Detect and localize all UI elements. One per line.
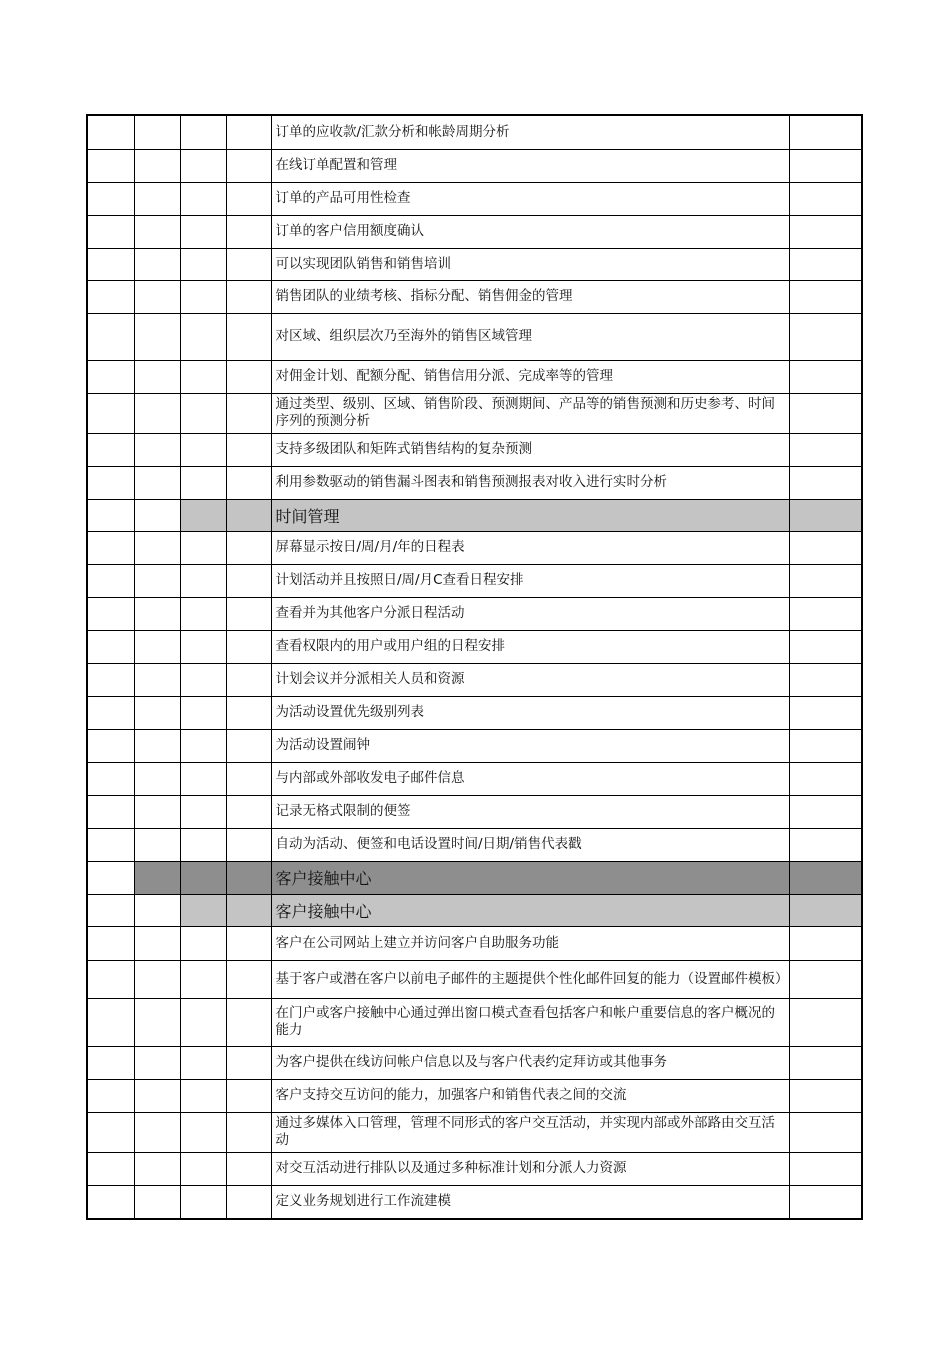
table-cell	[789, 1152, 862, 1185]
table-cell	[789, 894, 862, 926]
table-cell	[180, 1079, 226, 1112]
table-cell	[180, 564, 226, 597]
table-row	[87, 926, 862, 960]
table-cell	[87, 466, 134, 499]
table-cell	[789, 828, 862, 861]
requirements-table	[86, 114, 863, 1220]
table-cell	[87, 1079, 134, 1112]
table-row	[87, 1046, 862, 1079]
table-cell	[180, 630, 226, 663]
table-cell	[180, 499, 226, 531]
table-cell	[226, 894, 271, 926]
requirement-text: 为活动设置优先级别列表	[271, 696, 789, 729]
table-cell	[87, 115, 134, 149]
table-cell	[134, 1112, 180, 1152]
table-cell	[134, 433, 180, 466]
table-cell	[789, 861, 862, 894]
table-cell	[134, 466, 180, 499]
table-cell	[180, 861, 226, 894]
table-cell	[134, 894, 180, 926]
table-cell	[180, 960, 226, 998]
table-cell	[87, 795, 134, 828]
table-row	[87, 795, 862, 828]
table-row	[87, 998, 862, 1046]
table-cell	[226, 433, 271, 466]
table-cell	[789, 564, 862, 597]
table-cell	[180, 998, 226, 1046]
table-cell	[226, 360, 271, 393]
table-cell	[180, 182, 226, 215]
table-cell	[87, 828, 134, 861]
table-cell	[226, 499, 271, 531]
table-cell	[180, 313, 226, 360]
table-cell	[87, 280, 134, 313]
table-cell	[87, 215, 134, 248]
table-cell	[789, 729, 862, 762]
table-cell	[226, 115, 271, 149]
table-row	[87, 564, 862, 597]
table-cell	[180, 280, 226, 313]
table-cell	[226, 861, 271, 894]
table-cell	[789, 696, 862, 729]
table-cell	[180, 1046, 226, 1079]
section-row	[87, 861, 862, 894]
table-cell	[87, 531, 134, 564]
table-cell	[134, 531, 180, 564]
table-cell	[134, 1046, 180, 1079]
table-cell	[180, 1185, 226, 1219]
table-cell	[226, 393, 271, 433]
requirement-text: 记录无格式限制的便签	[271, 795, 789, 828]
table-row	[87, 313, 862, 360]
table-cell	[180, 795, 226, 828]
requirement-text: 对交互活动进行排队以及通过多种标准计划和分派人力资源	[271, 1152, 789, 1185]
table-row	[87, 630, 862, 663]
table-cell	[226, 998, 271, 1046]
table-cell	[789, 149, 862, 182]
table-cell	[134, 1152, 180, 1185]
table-row	[87, 597, 862, 630]
requirement-text: 计划会议并分派相关人员和资源	[271, 663, 789, 696]
table-cell	[789, 360, 862, 393]
table-cell	[87, 663, 134, 696]
requirement-text: 计划活动并且按照日/周/月C查看日程安排	[271, 564, 789, 597]
table-cell	[789, 433, 862, 466]
table-cell	[87, 360, 134, 393]
table-cell	[180, 248, 226, 280]
table-cell	[180, 597, 226, 630]
table-cell	[789, 630, 862, 663]
table-cell	[134, 762, 180, 795]
table-cell	[226, 1185, 271, 1219]
table-cell	[226, 762, 271, 795]
table-row	[87, 762, 862, 795]
table-row	[87, 1185, 862, 1219]
section-row	[87, 894, 862, 926]
table-cell	[87, 564, 134, 597]
requirement-text: 屏幕显示按日/周/月/年的日程表	[271, 531, 789, 564]
table-cell	[180, 531, 226, 564]
table-cell	[226, 149, 271, 182]
table-cell	[226, 531, 271, 564]
table-cell	[134, 663, 180, 696]
table-row	[87, 360, 862, 393]
table-cell	[134, 926, 180, 960]
requirement-text: 为活动设置闹钟	[271, 729, 789, 762]
table-row	[87, 149, 862, 182]
requirement-text: 在线订单配置和管理	[271, 149, 789, 182]
table-cell	[87, 762, 134, 795]
table-cell	[87, 1152, 134, 1185]
table-cell	[226, 466, 271, 499]
table-cell	[180, 433, 226, 466]
section-title: 客户接触中心	[271, 861, 789, 894]
requirement-text: 客户支持交互访问的能力，加强客户和销售代表之间的交流	[271, 1079, 789, 1112]
table-cell	[134, 998, 180, 1046]
table-cell	[789, 926, 862, 960]
table-cell	[180, 393, 226, 433]
requirement-text: 通过多媒体入口管理，管理不同形式的客户交互活动，并实现内部或外部路由交互活动	[271, 1112, 789, 1152]
table-cell	[226, 1079, 271, 1112]
table-cell	[134, 360, 180, 393]
table-cell	[134, 280, 180, 313]
section-row	[87, 499, 862, 531]
table-cell	[789, 499, 862, 531]
requirement-text: 订单的客户信用额度确认	[271, 215, 789, 248]
table-cell	[134, 696, 180, 729]
table-cell	[134, 1079, 180, 1112]
table-cell	[134, 828, 180, 861]
requirement-text: 查看并为其他客户分派日程活动	[271, 597, 789, 630]
table-cell	[789, 115, 862, 149]
table-cell	[87, 182, 134, 215]
table-cell	[134, 960, 180, 998]
table-cell	[789, 1046, 862, 1079]
table-cell	[226, 280, 271, 313]
table-cell	[789, 998, 862, 1046]
table-body	[87, 115, 862, 1219]
table-cell	[789, 1185, 862, 1219]
table-cell	[180, 115, 226, 149]
requirement-text: 基于客户或潜在客户以前电子邮件的主题提供个性化邮件回复的能力（设置邮件模板）	[271, 960, 789, 998]
table-cell	[789, 762, 862, 795]
table-cell	[226, 926, 271, 960]
table-cell	[180, 149, 226, 182]
requirement-text: 定义业务规划进行工作流建模	[271, 1185, 789, 1219]
table-cell	[226, 215, 271, 248]
table-cell	[180, 729, 226, 762]
table-cell	[226, 1112, 271, 1152]
table-cell	[789, 1112, 862, 1152]
table-cell	[180, 215, 226, 248]
table-cell	[789, 280, 862, 313]
table-cell	[134, 630, 180, 663]
table-cell	[789, 597, 862, 630]
requirement-text: 可以实现团队销售和销售培训	[271, 248, 789, 280]
table-cell	[226, 248, 271, 280]
table-cell	[226, 729, 271, 762]
requirement-text: 对佣金计划、配额分配、销售信用分派、完成率等的管理	[271, 360, 789, 393]
table-cell	[180, 762, 226, 795]
table-row	[87, 696, 862, 729]
table-cell	[226, 696, 271, 729]
table-cell	[789, 663, 862, 696]
table-cell	[87, 861, 134, 894]
table-cell	[226, 313, 271, 360]
table-cell	[87, 894, 134, 926]
table-cell	[789, 960, 862, 998]
table-cell	[134, 729, 180, 762]
table-cell	[789, 313, 862, 360]
table-row	[87, 433, 862, 466]
table-cell	[180, 894, 226, 926]
table-cell	[226, 795, 271, 828]
table-cell	[180, 1112, 226, 1152]
section-title: 时间管理	[271, 499, 789, 531]
table-cell	[134, 861, 180, 894]
table-cell	[180, 696, 226, 729]
table-cell	[87, 393, 134, 433]
table-cell	[180, 466, 226, 499]
table-cell	[87, 630, 134, 663]
requirement-text: 查看权限内的用户或用户组的日程安排	[271, 630, 789, 663]
section-title: 客户接触中心	[271, 894, 789, 926]
table-row	[87, 1152, 862, 1185]
table-cell	[226, 960, 271, 998]
table-cell	[180, 360, 226, 393]
table-cell	[789, 215, 862, 248]
table-cell	[134, 215, 180, 248]
table-cell	[87, 926, 134, 960]
table-cell	[789, 1079, 862, 1112]
table-cell	[134, 1185, 180, 1219]
table-row	[87, 729, 862, 762]
table-cell	[87, 248, 134, 280]
requirement-text: 与内部或外部收发电子邮件信息	[271, 762, 789, 795]
table-cell	[226, 182, 271, 215]
table-cell	[226, 564, 271, 597]
table-row	[87, 1112, 862, 1152]
table-cell	[789, 795, 862, 828]
table-cell	[180, 828, 226, 861]
table-cell	[226, 1046, 271, 1079]
table-cell	[789, 531, 862, 564]
table-cell	[87, 499, 134, 531]
table-cell	[226, 1152, 271, 1185]
table-row	[87, 115, 862, 149]
table-cell	[180, 663, 226, 696]
table-cell	[180, 926, 226, 960]
table-cell	[87, 313, 134, 360]
requirement-text: 订单的产品可用性检查	[271, 182, 789, 215]
table-cell	[134, 115, 180, 149]
table-cell	[87, 960, 134, 998]
table-cell	[789, 393, 862, 433]
table-cell	[789, 248, 862, 280]
table-cell	[226, 597, 271, 630]
requirement-text: 客户在公司网站上建立并访问客户自助服务功能	[271, 926, 789, 960]
table-cell	[226, 663, 271, 696]
table-row	[87, 393, 862, 433]
requirement-text: 销售团队的业绩考核、指标分配、销售佣金的管理	[271, 280, 789, 313]
table-cell	[180, 1152, 226, 1185]
table-row	[87, 215, 862, 248]
table-cell	[87, 1112, 134, 1152]
table-row	[87, 531, 862, 564]
requirement-text: 通过类型、级别、区域、销售阶段、预测期间、产品等的销售预测和历史参考、时间序列的预测分析	[271, 393, 789, 433]
table-row	[87, 828, 862, 861]
table-cell	[134, 499, 180, 531]
requirement-text: 对区域、组织层次乃至海外的销售区域管理	[271, 313, 789, 360]
table-cell	[134, 795, 180, 828]
requirement-text: 利用参数驱动的销售漏斗图表和销售预测报表对收入进行实时分析	[271, 466, 789, 499]
requirement-text: 支持多级团队和矩阵式销售结构的复杂预测	[271, 433, 789, 466]
table-cell	[134, 182, 180, 215]
table-row	[87, 1079, 862, 1112]
requirement-text: 为客户提供在线访问帐户信息以及与客户代表约定拜访或其他事务	[271, 1046, 789, 1079]
table-row	[87, 182, 862, 215]
table-cell	[87, 696, 134, 729]
table-cell	[134, 393, 180, 433]
table-cell	[87, 1185, 134, 1219]
table-cell	[789, 182, 862, 215]
table-cell	[87, 1046, 134, 1079]
requirement-text: 订单的应收款/汇款分析和帐龄周期分析	[271, 115, 789, 149]
table-row	[87, 960, 862, 998]
table-cell	[226, 828, 271, 861]
table-cell	[87, 433, 134, 466]
table-cell	[134, 597, 180, 630]
table-row	[87, 466, 862, 499]
table-cell	[134, 248, 180, 280]
table-row	[87, 248, 862, 280]
table-row	[87, 663, 862, 696]
table-cell	[134, 149, 180, 182]
requirement-text: 在门户或客户接触中心通过弹出窗口模式查看包括客户和帐户重要信息的客户概况的能力	[271, 998, 789, 1046]
table-cell	[789, 466, 862, 499]
table-cell	[87, 729, 134, 762]
table-cell	[226, 630, 271, 663]
table-row	[87, 280, 862, 313]
table-cell	[87, 149, 134, 182]
table-cell	[87, 597, 134, 630]
requirement-text: 自动为活动、便签和电话设置时间/日期/销售代表戳	[271, 828, 789, 861]
table-cell	[134, 313, 180, 360]
table-cell	[134, 564, 180, 597]
table-cell	[87, 998, 134, 1046]
